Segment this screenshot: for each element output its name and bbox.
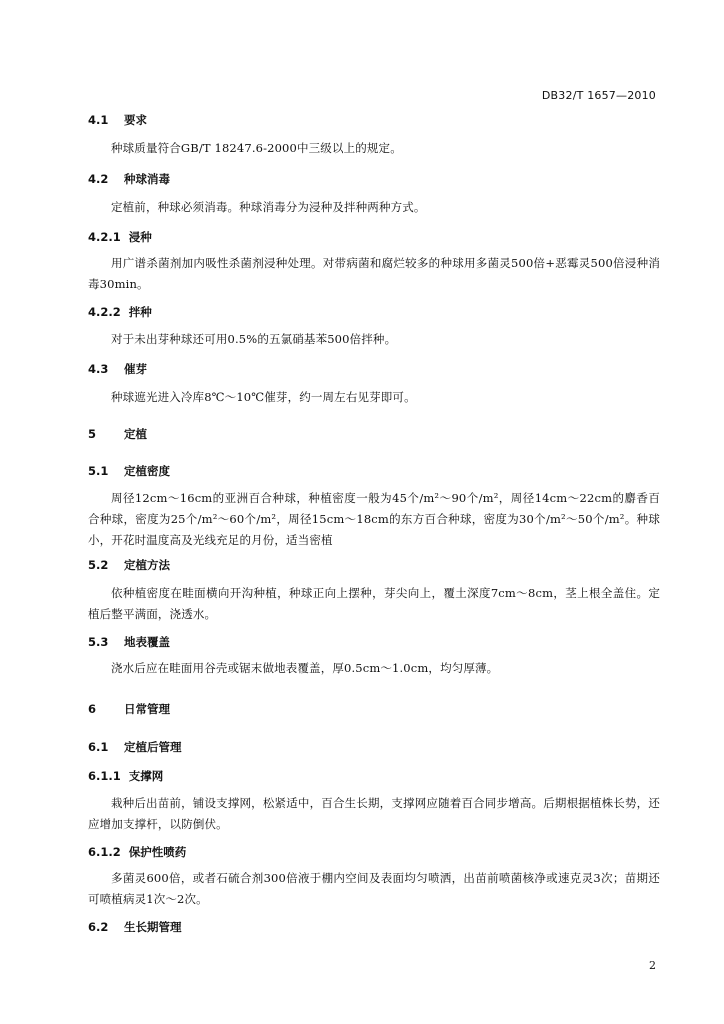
- heading-6-1-2: [88, 845, 186, 859]
- heading-6-1: [88, 740, 182, 754]
- heading-number: 4.2.1: [88, 230, 121, 244]
- heading-number: 5.1: [88, 464, 109, 478]
- paragraph-dressing: 对于未出芽种球还可用0.5%的五氯硝基苯500倍拌种。: [111, 332, 397, 346]
- heading-title: 拌种: [128, 305, 152, 319]
- paragraph-ground-cover: 浇水后应在畦面用谷壳或锯末做地表覆盖，厚0.5cm～1.0cm，均匀厚薄。: [111, 661, 499, 675]
- heading-title: 地表覆盖: [124, 635, 170, 649]
- paragraph-planting-density: 周径12cm～16cm的亚洲百合种球，种植密度一般为45个/m²～90个/m²，周径14cm～22cm的麝香百合种球，密度为25个/m²～60个/m²，周径15cm～18cm的东方百合种球，密度为30个/m²～50个/m²。种球小，开花时温度高及光线充足的月份，适当密植: [88, 491, 660, 547]
- heading-title: 定植密度: [124, 464, 170, 478]
- heading-title: 保护性喷药: [128, 845, 187, 859]
- heading-title: 日常管理: [124, 702, 170, 716]
- paragraph-seed-quality: 种球质量符合GB/T 18247.6-2000中三级以上的规定。: [111, 141, 402, 155]
- heading-title: 定植: [124, 427, 147, 441]
- heading-5-3: [88, 635, 170, 649]
- heading-4-3: [88, 362, 147, 376]
- heading-5: [88, 427, 147, 441]
- heading-6-2: [88, 920, 182, 934]
- heading-number: 5: [88, 427, 97, 441]
- paragraph-protective-spraying: 多菌灵600倍，或者石硫合剂300倍液于棚内空间及表面均匀喷洒，出苗前喷菌核净或速克灵3次；苗期还可喷植病灵1次～2次。: [88, 871, 660, 906]
- paragraph-sprouting: 种球遮光进入冷库8℃～10℃催芽，约一周左右见芽即可。: [111, 390, 416, 404]
- paragraph-disinfection: 定植前，种球必须消毒。种球消毒分为浸种及拌种两种方式。: [111, 200, 426, 214]
- heading-number: 4.3: [88, 362, 109, 376]
- heading-number: 6.1.2: [88, 845, 121, 859]
- heading-5-1: [88, 464, 170, 478]
- heading-number: 6.1.1: [88, 769, 121, 783]
- heading-number: 4.1: [88, 113, 109, 127]
- heading-number: 6.2: [88, 920, 109, 934]
- heading-4-2-2: [88, 305, 152, 319]
- heading-title: 生长期管理: [124, 920, 182, 934]
- heading-title: 催芽: [124, 362, 147, 376]
- document-code: DB32/T 1657—2010: [541, 89, 656, 102]
- heading-4-2-1: [88, 230, 152, 244]
- heading-title: 种球消毒: [124, 172, 170, 186]
- heading-4-2: [88, 172, 170, 186]
- paragraph-soaking: 用广谱杀菌剂加内吸性杀菌剂浸种处理。对带病菌和腐烂较多的种球用多菌灵500倍+恶霉灵500倍浸种消毒30min。: [88, 256, 660, 291]
- heading-4-1: [88, 113, 147, 127]
- heading-number: 5.2: [88, 558, 109, 572]
- heading-number: 4.2: [88, 172, 109, 186]
- heading-title: 浸种: [128, 230, 152, 244]
- page-number: 2: [649, 959, 656, 972]
- paragraph-support-net: 栽种后出苗前，铺设支撑网，松紧适中，百合生长期，支撑网应随着百合同步增高。后期根据植株长势，还应增加支撑杆，以防倒伏。: [88, 796, 660, 831]
- heading-title: 要求: [124, 113, 147, 127]
- heading-number: 4.2.2: [88, 305, 121, 319]
- heading-title: 支撑网: [128, 769, 164, 783]
- heading-number: 6: [88, 702, 97, 716]
- heading-number: 5.3: [88, 635, 109, 649]
- heading-6-1-1: [88, 769, 163, 783]
- heading-number: 6.1: [88, 740, 109, 754]
- paragraph-planting-method: 依种植密度在畦面横向开沟种植，种球正向上摆种，芽尖向上，覆土深度7cm～8cm，茎上根全盖住。定植后整平满面，浇透水。: [88, 586, 660, 621]
- heading-6: [88, 702, 170, 716]
- heading-5-2: [88, 558, 170, 572]
- heading-title: 定植后管理: [124, 740, 182, 754]
- heading-title: 定植方法: [124, 558, 170, 572]
